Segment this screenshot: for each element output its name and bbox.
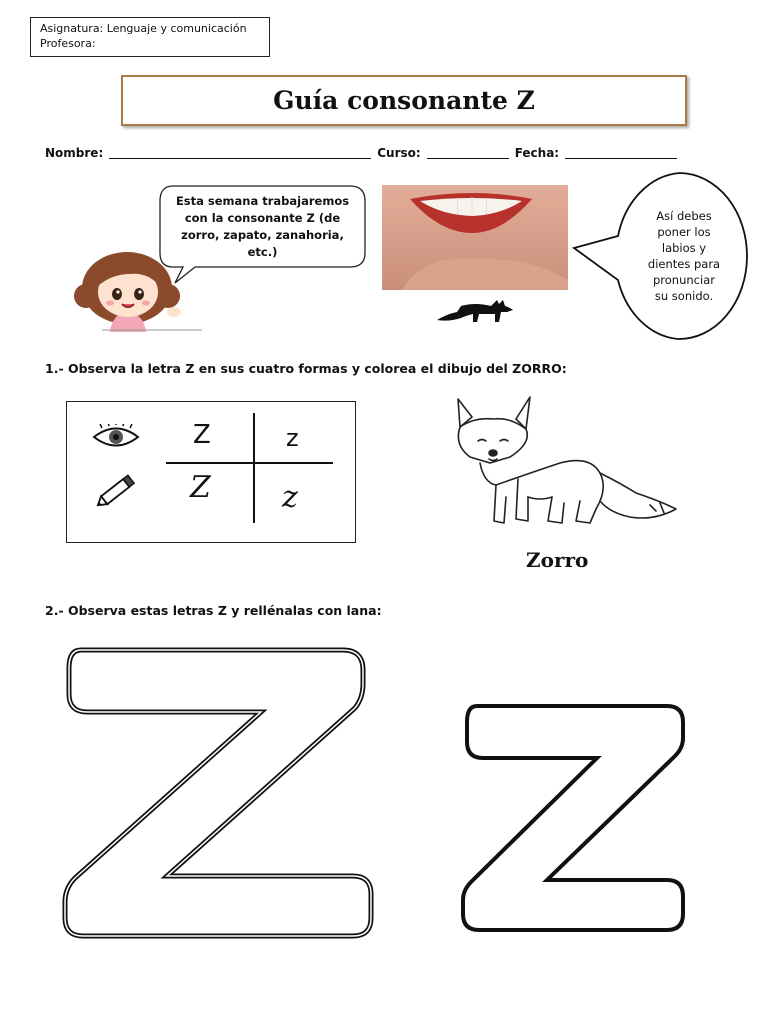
pencil-icon [93, 472, 139, 510]
date-label: Fecha: [514, 146, 560, 160]
student-info-line [45, 146, 683, 160]
script-uppercase-z: Z [190, 470, 211, 505]
name-blank[interactable] [109, 146, 371, 159]
mouth-line-6: su sonido. [654, 289, 714, 303]
script-lowercase-z: z [282, 480, 298, 515]
mouth-photo [382, 185, 568, 290]
date-blank[interactable] [565, 146, 677, 159]
page-title-box [121, 75, 687, 126]
fox-silhouette-icon [435, 296, 515, 324]
fox-drawing [440, 393, 680, 533]
question-2: 2.- Observa estas letras Z y rellénalas con lana: [45, 603, 382, 618]
course-label: Curso: [377, 146, 421, 160]
subject-label: Asignatura: Lenguaje y comunicación [40, 22, 247, 35]
table-divider-horizontal [166, 462, 333, 464]
outline-lowercase-z [455, 700, 695, 940]
question-1: 1.- Observa la letra Z en sus cuatro formas y colorea el dibujo del ZORRO: [45, 361, 567, 376]
print-uppercase-z: Z [193, 420, 211, 450]
girl-line-1: Esta semana trabajaremos [175, 194, 350, 208]
course-blank[interactable] [427, 146, 509, 159]
print-lowercase-z: z [286, 424, 299, 452]
outline-uppercase-z [55, 640, 385, 950]
fox-caption: Zorro [526, 548, 589, 572]
mouth-line-5: pronunciar [653, 273, 715, 287]
name-label: Nombre: [45, 146, 104, 160]
girl-line-2: con la consonante Z (de [184, 211, 341, 225]
table-divider-vertical [253, 413, 255, 523]
mouth-line-1: Así debes [656, 209, 712, 223]
girl-line-3: zorro, zapato, zanahoria, [181, 228, 344, 242]
girl-line-4: etc.) [247, 245, 278, 259]
subject-info-box [30, 17, 270, 57]
page-title: Guía consonante Z [273, 86, 535, 115]
girl-illustration [72, 250, 202, 332]
mouth-speech-text [624, 208, 744, 304]
teacher-label: Profesora: [40, 37, 96, 50]
mouth-line-3: labios y [661, 241, 707, 255]
eye-icon [92, 424, 140, 450]
mouth-line-2: poner los [657, 225, 711, 239]
mouth-line-4: dientes para [647, 257, 721, 271]
